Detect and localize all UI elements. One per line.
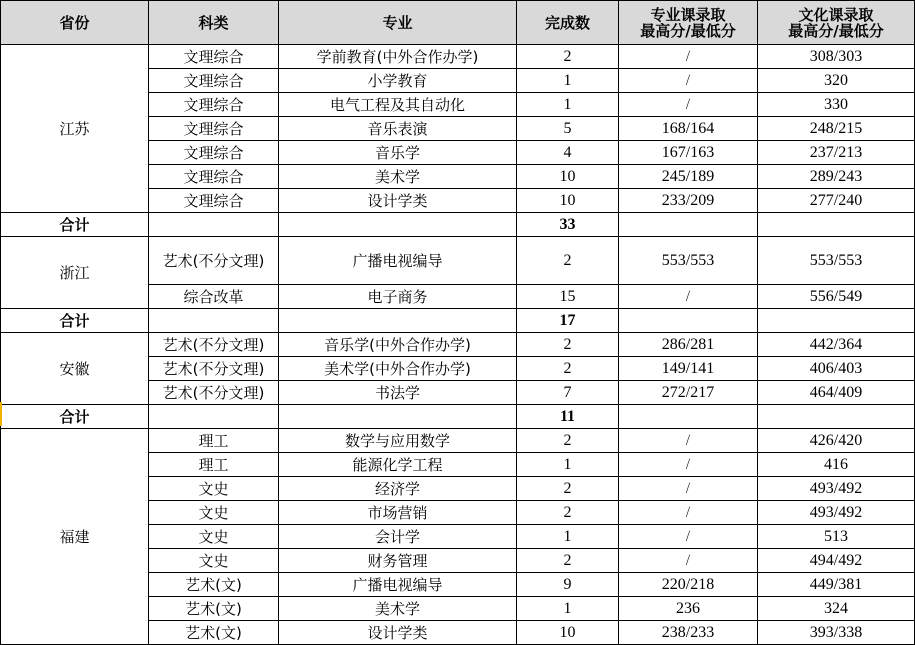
empty-cell [279, 213, 517, 237]
total-label: 合计 [1, 309, 149, 333]
empty-cell [758, 213, 915, 237]
cult-score-cell: 464/409 [758, 381, 915, 405]
major-cell: 美术学 [279, 597, 517, 621]
table-row [1, 45, 915, 69]
table-row [1, 237, 915, 285]
major-cell: 学前教育(中外合作办学) [279, 45, 517, 69]
category-cell: 艺术(文) [149, 621, 279, 645]
count-cell: 2 [517, 45, 619, 69]
category-cell: 文理综合 [149, 117, 279, 141]
prof-score-cell: 236 [619, 597, 758, 621]
province-cell: 浙江 [1, 237, 149, 309]
total-count: 17 [517, 309, 619, 333]
major-cell: 音乐学(中外合作办学) [279, 333, 517, 357]
header-prof-score: 专业课录取 最高分/最低分 [619, 1, 758, 45]
count-cell: 4 [517, 141, 619, 165]
cult-score-cell: 289/243 [758, 165, 915, 189]
header-completed: 完成数 [517, 1, 619, 45]
prof-score-cell: / [619, 45, 758, 69]
prof-score-cell: / [619, 525, 758, 549]
cult-score-cell: 553/553 [758, 237, 915, 285]
empty-cell [619, 309, 758, 333]
cult-score-cell: 406/403 [758, 357, 915, 381]
category-cell: 文理综合 [149, 93, 279, 117]
empty-cell [758, 405, 915, 429]
empty-cell [149, 213, 279, 237]
major-cell: 音乐学 [279, 141, 517, 165]
prof-score-cell: 245/189 [619, 165, 758, 189]
header-major: 专业 [279, 1, 517, 45]
count-cell: 1 [517, 525, 619, 549]
cult-score-cell: 493/492 [758, 501, 915, 525]
header-province: 省份 [1, 1, 149, 45]
category-cell: 理工 [149, 429, 279, 453]
total-label: 合计 [1, 213, 149, 237]
category-cell: 文理综合 [149, 189, 279, 213]
cult-score-cell: 308/303 [758, 45, 915, 69]
category-cell: 综合改革 [149, 285, 279, 309]
major-cell: 书法学 [279, 381, 517, 405]
cult-score-cell: 449/381 [758, 573, 915, 597]
prof-score-cell: / [619, 93, 758, 117]
major-cell: 设计学类 [279, 189, 517, 213]
cult-score-cell: 442/364 [758, 333, 915, 357]
category-cell: 艺术(不分文理) [149, 333, 279, 357]
category-cell: 文史 [149, 549, 279, 573]
empty-cell [149, 405, 279, 429]
count-cell: 10 [517, 165, 619, 189]
prof-score-cell: / [619, 477, 758, 501]
count-cell: 10 [517, 621, 619, 645]
category-cell: 文史 [149, 501, 279, 525]
table-row [1, 429, 915, 453]
cult-score-cell: 237/213 [758, 141, 915, 165]
count-cell: 2 [517, 477, 619, 501]
count-cell: 2 [517, 357, 619, 381]
major-cell: 电子商务 [279, 285, 517, 309]
cult-score-cell: 416 [758, 453, 915, 477]
province-cell: 安徽 [1, 333, 149, 405]
cult-score-cell: 493/492 [758, 477, 915, 501]
category-cell: 艺术(不分文理) [149, 237, 279, 285]
cult-score-cell: 556/549 [758, 285, 915, 309]
total-row [1, 213, 915, 237]
prof-score-cell: 167/163 [619, 141, 758, 165]
province-cell: 福建 [1, 429, 149, 645]
header-cult-score: 文化课录取 最高分/最低分 [758, 1, 915, 45]
prof-score-cell: / [619, 453, 758, 477]
prof-score-cell: 149/141 [619, 357, 758, 381]
major-cell: 美术学 [279, 165, 517, 189]
major-cell: 广播电视编导 [279, 573, 517, 597]
prof-score-cell: 238/233 [619, 621, 758, 645]
major-cell: 小学教育 [279, 69, 517, 93]
cult-score-cell: 330 [758, 93, 915, 117]
cult-score-cell: 248/215 [758, 117, 915, 141]
prof-score-cell: / [619, 285, 758, 309]
count-cell: 2 [517, 333, 619, 357]
count-cell: 10 [517, 189, 619, 213]
category-cell: 文理综合 [149, 165, 279, 189]
total-row [1, 405, 915, 429]
count-cell: 7 [517, 381, 619, 405]
count-cell: 1 [517, 93, 619, 117]
prof-score-cell: 286/281 [619, 333, 758, 357]
count-cell: 5 [517, 117, 619, 141]
category-cell: 文理综合 [149, 69, 279, 93]
major-cell: 财务管理 [279, 549, 517, 573]
count-cell: 1 [517, 453, 619, 477]
count-cell: 15 [517, 285, 619, 309]
major-cell: 经济学 [279, 477, 517, 501]
count-cell: 1 [517, 597, 619, 621]
table-row [1, 333, 915, 357]
category-cell: 理工 [149, 453, 279, 477]
prof-score-cell: / [619, 69, 758, 93]
province-cell: 江苏 [1, 45, 149, 213]
category-cell: 艺术(不分文理) [149, 357, 279, 381]
prof-score-cell: 168/164 [619, 117, 758, 141]
cult-score-cell: 426/420 [758, 429, 915, 453]
cult-score-cell: 393/338 [758, 621, 915, 645]
header-category: 科类 [149, 1, 279, 45]
orange-edge-mark [0, 402, 2, 426]
empty-cell [619, 213, 758, 237]
total-count: 33 [517, 213, 619, 237]
prof-score-cell: 233/209 [619, 189, 758, 213]
prof-score-cell: / [619, 549, 758, 573]
major-cell: 设计学类 [279, 621, 517, 645]
cult-score-cell: 324 [758, 597, 915, 621]
empty-cell [279, 405, 517, 429]
cult-score-cell: 320 [758, 69, 915, 93]
cult-score-cell: 513 [758, 525, 915, 549]
total-label: 合计 [1, 405, 149, 429]
category-cell: 文史 [149, 525, 279, 549]
count-cell: 2 [517, 429, 619, 453]
count-cell: 9 [517, 573, 619, 597]
prof-score-cell: 553/553 [619, 237, 758, 285]
category-cell: 艺术(文) [149, 597, 279, 621]
prof-score-cell: / [619, 429, 758, 453]
major-cell: 电气工程及其自动化 [279, 93, 517, 117]
total-row [1, 309, 915, 333]
count-cell: 2 [517, 237, 619, 285]
empty-cell [149, 309, 279, 333]
major-cell: 会计学 [279, 525, 517, 549]
count-cell: 2 [517, 501, 619, 525]
major-cell: 能源化学工程 [279, 453, 517, 477]
category-cell: 文理综合 [149, 45, 279, 69]
major-cell: 美术学(中外合作办学) [279, 357, 517, 381]
prof-score-cell: / [619, 501, 758, 525]
category-cell: 文史 [149, 477, 279, 501]
major-cell: 市场营销 [279, 501, 517, 525]
count-cell: 1 [517, 69, 619, 93]
empty-cell [619, 405, 758, 429]
cult-score-cell: 277/240 [758, 189, 915, 213]
prof-score-cell: 220/218 [619, 573, 758, 597]
empty-cell [279, 309, 517, 333]
major-cell: 广播电视编导 [279, 237, 517, 285]
count-cell: 2 [517, 549, 619, 573]
total-count: 11 [517, 405, 619, 429]
category-cell: 艺术(文) [149, 573, 279, 597]
category-cell: 文理综合 [149, 141, 279, 165]
major-cell: 数学与应用数学 [279, 429, 517, 453]
cult-score-cell: 494/492 [758, 549, 915, 573]
header-row [1, 1, 915, 45]
prof-score-cell: 272/217 [619, 381, 758, 405]
empty-cell [758, 309, 915, 333]
category-cell: 艺术(不分文理) [149, 381, 279, 405]
major-cell: 音乐表演 [279, 117, 517, 141]
